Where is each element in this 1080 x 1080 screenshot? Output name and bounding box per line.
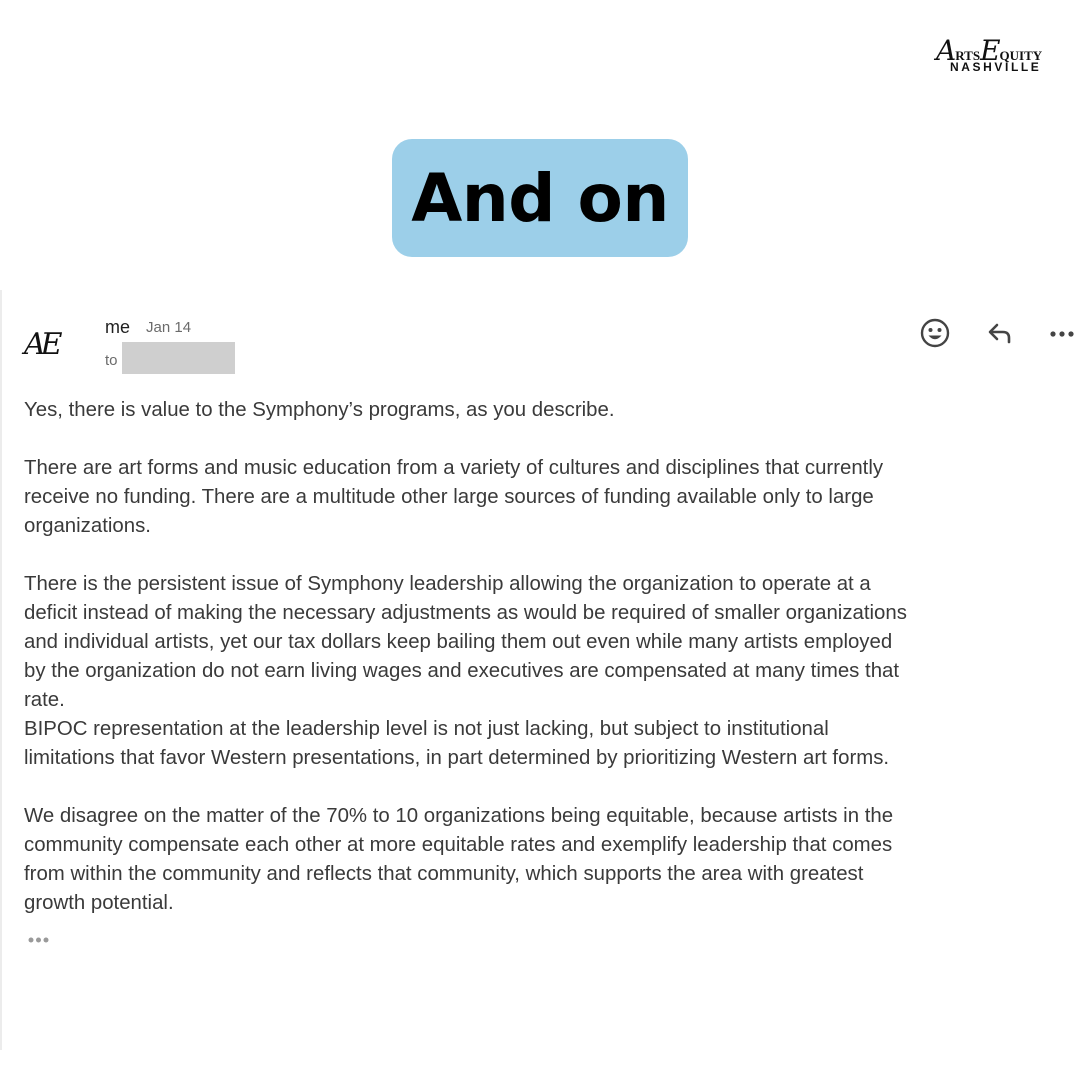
reply-button[interactable]: [979, 314, 1019, 352]
recipient-label[interactable]: to: [105, 352, 118, 369]
body-line: rate.: [24, 689, 65, 711]
body-line: community compensate each other at more equitable rates and exemplify leadership that comes: [24, 834, 893, 856]
email-date: Jan 14: [146, 319, 192, 336]
emoji-reaction-button[interactable]: [915, 314, 955, 352]
body-line: receive no funding. There are a multitude other large sources of funding available only to large: [24, 486, 874, 508]
body-line: There is the persistent issue of Symphony leadership allowing the organization to operate at a: [24, 573, 871, 595]
redacted-recipient: [122, 342, 235, 374]
logo-city: NASHVILLE: [950, 60, 1042, 74]
emoji-reaction-icon: [919, 317, 951, 349]
reply-icon: [983, 317, 1015, 349]
body-line: from within the community and reflects that community, which supports the area with greatest: [24, 863, 864, 885]
body-line: Yes, there is value to the Symphony’s programs, as you describe.: [24, 399, 615, 421]
body-line: by the organization do not earn living wages and executives are compensated at many times that: [24, 660, 900, 682]
body-line: limitations that favor Western presentations, in part determined by prioritizing Western art forms.: [24, 747, 890, 769]
trimmed-content-icon: [26, 930, 54, 950]
body-line: growth potential.: [24, 892, 174, 914]
arts-equity-nashville-logo: [936, 36, 1068, 76]
sender-avatar[interactable]: AE: [24, 327, 58, 362]
body-line: There are art forms and music education from a variety of cultures and disciplines that currently: [24, 457, 884, 479]
more-options-icon: [1046, 317, 1078, 349]
logo-wordmark: ARTSEQUITY: [936, 34, 1043, 67]
body-line: BIPOC representation at the leadership level is not just lacking, but subject to institutional: [24, 718, 829, 740]
body-line: organizations.: [24, 515, 151, 537]
body-line: deficit instead of making the necessary adjustments as would be required of smaller organizations: [24, 602, 907, 624]
body-line: and individual artists, yet our tax dollars keep bailing them out even while many artists employed: [24, 631, 893, 653]
body-line: We disagree on the matter of the 70% to 10 organizations being equitable, because artists in the: [24, 805, 894, 827]
headline-banner: And on: [392, 139, 688, 257]
more-options-button[interactable]: [1042, 314, 1080, 352]
sender-name[interactable]: me: [105, 317, 131, 337]
show-trimmed-content-button[interactable]: [26, 930, 54, 950]
screenshot-edge: [0, 290, 2, 1050]
email-body: [24, 396, 1076, 918]
